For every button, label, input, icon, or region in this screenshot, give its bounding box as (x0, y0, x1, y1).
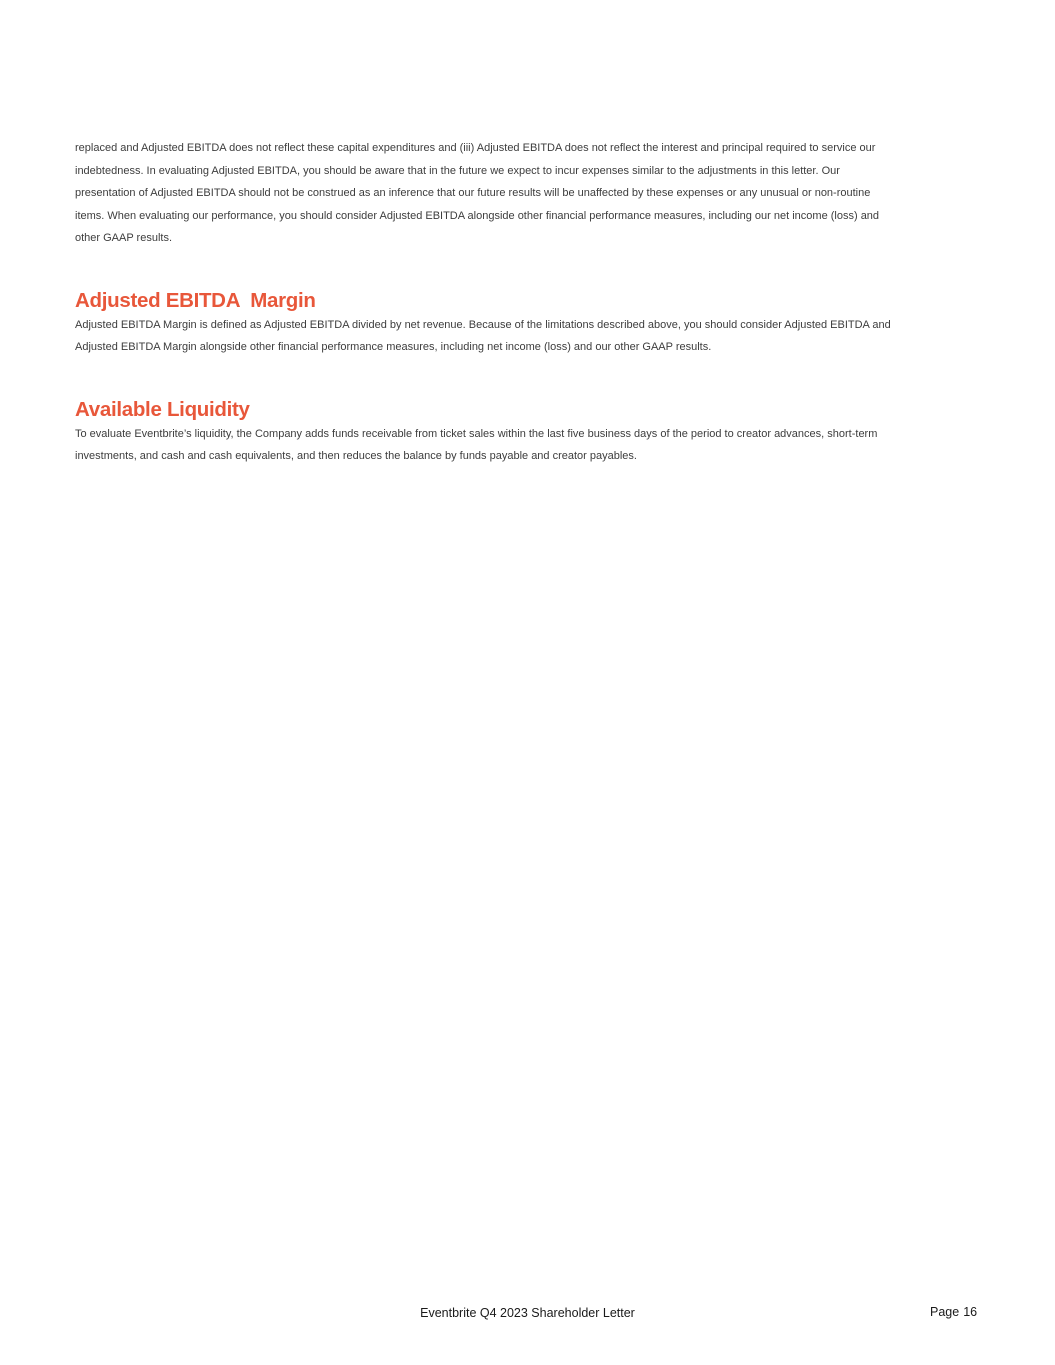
section-heading: Available Liquidity (75, 397, 250, 421)
intro-paragraph: replaced and Adjusted EBITDA does not reflect these capital expenditures and (iii) Adjusted EBITDA does not reflect the interest and principal required to service our indebtedness. In evaluating Adjusted EBITDA, you should be aware that in the future we expect to incur expenses similar to the adjustments in this letter. Our presentation of Adjusted EBITDA should not be construed as an inference that our future results will be unaffected by these expenses or any unusual or non-routine items. When evaluating our performance, you should consider Adjusted EBITDA alongside other financial performance measures, including our net income (loss) and other GAAP results. (75, 142, 880, 244)
section-adjusted-ebitda-margin (75, 288, 895, 359)
section-heading: Adjusted EBITDA Margin (75, 288, 316, 312)
footer-document-title: Eventbrite Q4 2023 Shareholder Letter (420, 1306, 635, 1320)
section-paragraph: To evaluate Eventbrite’s liquidity, the Company adds funds receivable from ticket sales within the last five business days of the period to creator advances, short-term investments, and cash and cash equivalents, and then reduces the balance by funds payable and creator payables. (75, 427, 878, 462)
footer-page-number (930, 1305, 977, 1319)
page-number: 16 (963, 1305, 978, 1319)
section-paragraph: Adjusted EBITDA Margin is defined as Adjusted EBITDA divided by net revenue. Because of the limitations described above, you should consider Adjusted EBITDA and Adjusted EBITDA Margin alongside other financial performance measures, including net income (loss) and our other GAAP results. (75, 318, 891, 353)
section-available-liquidity (75, 397, 895, 468)
page-label: Page (930, 1305, 960, 1319)
page-content (75, 137, 895, 468)
